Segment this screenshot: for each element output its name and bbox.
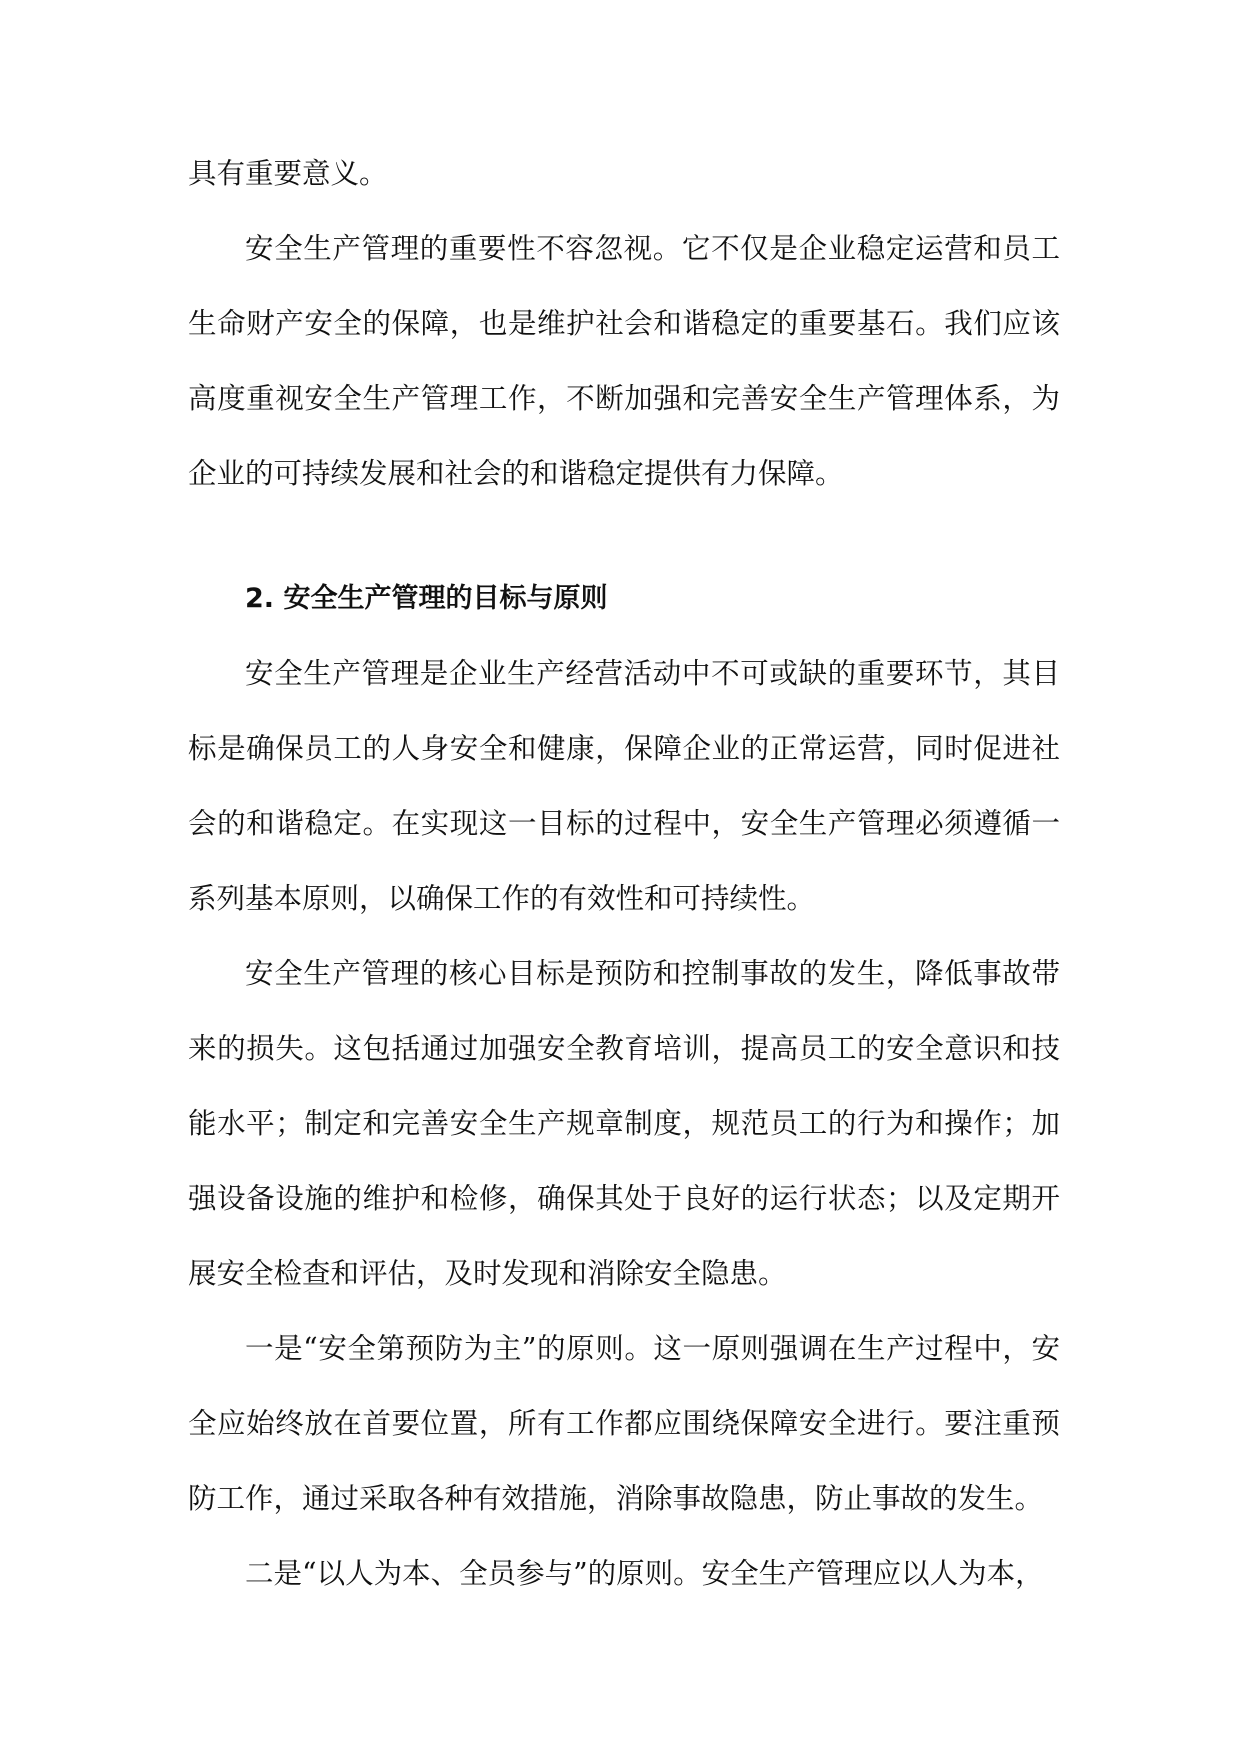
paragraph-continuation: 具有重要意义。 [188, 157, 388, 190]
paragraph-principle-one: 一是“安全第预防为主”的原则。这一原则强调在生产过程中，安全应始终放在首要位置，所有工作都应围绕保障安全进行。要注重预防工作，通过采取各种有效措施，消除事故隐患，防止事故的发生。 [188, 1332, 1060, 1515]
document-body [188, 136, 1060, 1611]
paragraph-importance: 安全生产管理的重要性不容忽视。它不仅是企业稳定运营和员工生命财产安全的保障，也是维护社会和谐稳定的重要基石。我们应该高度重视安全生产管理工作，不断加强和完善安全生产管理体系，为企业的可持续发展和社会的和谐稳定提供有力保障。 [188, 232, 1060, 490]
paragraph-principle-two: 二是“以人为本、全员参与”的原则。安全生产管理应以人为本， [245, 1557, 1044, 1590]
paragraph-goals-intro: 安全生产管理是企业生产经营活动中不可或缺的重要环节，其目标是确保员工的人身安全和健康，保障企业的正常运营，同时促进社会的和谐稳定。在实现这一目标的过程中，安全生产管理必须遵循一系列基本原则，以确保工作的有效性和可持续性。 [188, 657, 1060, 915]
section-heading: 2. 安全生产管理的目标与原则 [245, 583, 608, 614]
paragraph-core-goal: 安全生产管理的核心目标是预防和控制事故的发生，降低事故带来的损失。这包括通过加强安全教育培训，提高员工的安全意识和技能水平；制定和完善安全生产规章制度，规范员工的行为和操作；加强设备设施的维护和检修，确保其处于良好的运行状态；以及定期开展安全检查和评估，及时发现和消除安全隐患。 [188, 957, 1060, 1290]
